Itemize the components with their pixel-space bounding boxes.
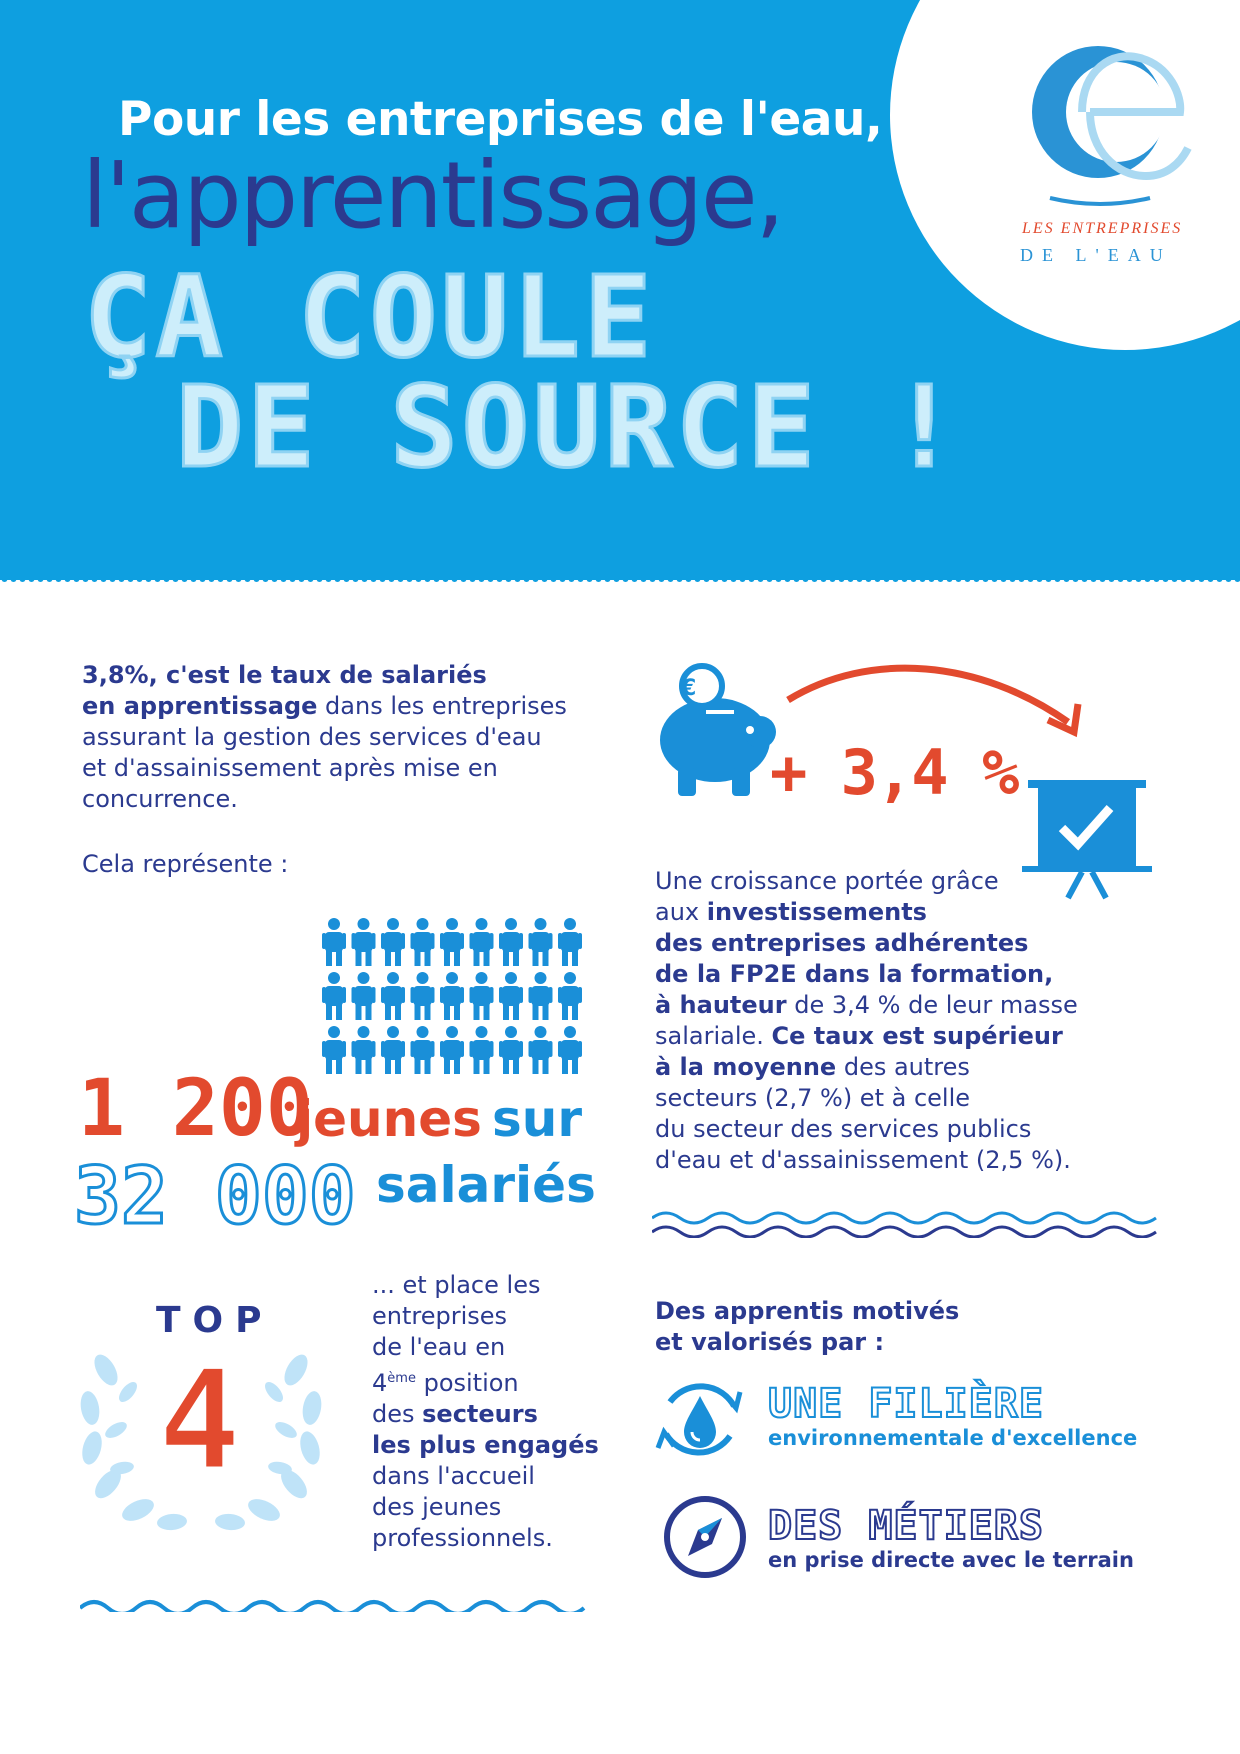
item1-title: UNE FILIÈRE	[768, 1381, 1044, 1427]
person-icon	[352, 918, 376, 966]
person-icon	[529, 972, 553, 1020]
person-icon	[352, 1026, 376, 1074]
top-text1: ... et place les	[372, 1271, 541, 1299]
logo-name-bottom: DE L'EAU	[1020, 245, 1172, 265]
top-text2: entreprises	[372, 1302, 508, 1330]
top-label: TOP	[156, 1300, 274, 1341]
growth-l3-bold: des entreprises adhérentes	[655, 929, 1029, 957]
growth-l7-rest: des autres	[836, 1053, 970, 1081]
growth-l6-bold: Ce taux est supérieur	[771, 1022, 1063, 1050]
headline-line3b: DE SOURCE !	[176, 363, 962, 493]
intro-text3: et d'assainissement après mise en	[82, 754, 498, 782]
person-icon	[529, 918, 553, 966]
top-text4-sup: ème	[387, 1371, 416, 1386]
growth-paragraph	[655, 866, 1175, 1176]
growth-l4-bold: de la FP2E dans la formation,	[655, 960, 1054, 988]
euro-symbol: €	[681, 676, 697, 701]
top-text3: de l'eau en	[372, 1333, 506, 1361]
top-text6-bold: les plus engagés	[372, 1431, 599, 1459]
top-text4-num: 4	[372, 1369, 388, 1397]
people-icons-grid	[322, 916, 588, 1076]
person-icon	[470, 1026, 494, 1074]
top-text5-bold: secteurs	[422, 1400, 538, 1428]
logo-name-top: LES ENTREPRISES	[1022, 220, 1183, 237]
growth-value: + 3,4 %	[770, 736, 1018, 809]
water-drop-cycle-icon	[652, 1372, 748, 1468]
growth-l6-pre: salariale.	[655, 1022, 772, 1050]
headline-line2: l'apprentissage,	[82, 142, 783, 249]
top-number: 4	[158, 1340, 242, 1501]
person-icon	[411, 972, 435, 1020]
compass-icon	[662, 1494, 748, 1580]
item1-sub: environnementale d'excellence	[768, 1426, 1138, 1450]
growth-l5-bold: à hauteur	[655, 991, 787, 1019]
person-icon	[352, 972, 376, 1020]
growth-l10: d'eau et d'assainissement (2,5 %).	[655, 1146, 1071, 1174]
person-icon	[499, 1026, 523, 1074]
growth-l7-bold: à la moyenne	[655, 1053, 837, 1081]
headline-line3a: ÇA COULE	[84, 253, 656, 383]
intro-text1: dans les entreprises	[317, 692, 567, 720]
item2-title: DES MÉTIERS	[768, 1503, 1044, 1549]
top-description	[372, 1270, 602, 1554]
motivated-title2: et valorisés par :	[655, 1328, 885, 1356]
intro-bold2: en apprentissage	[82, 692, 318, 720]
person-icon	[381, 918, 405, 966]
person-icon	[322, 972, 346, 1020]
person-icon	[411, 918, 435, 966]
person-icon	[322, 918, 346, 966]
stat-number-32000: 32 000	[74, 1152, 356, 1242]
growth-l2-pre: aux	[655, 898, 707, 926]
stat-word-salaries: salariés	[376, 1156, 596, 1214]
person-icon	[529, 1026, 553, 1074]
person-icon	[499, 972, 523, 1020]
growth-l5-rest: de 3,4 % de leur masse	[786, 991, 1078, 1019]
growth-l2-bold: investissements	[706, 898, 927, 926]
top-text9: professionnels.	[372, 1524, 553, 1552]
stat-number-1200: 1 200	[78, 1064, 313, 1154]
growth-l8: secteurs (2,7 %) et à celle	[655, 1084, 971, 1112]
dotted-divider	[0, 572, 1240, 586]
person-icon	[440, 918, 464, 966]
top-text4-rest: position	[415, 1369, 519, 1397]
motivated-title	[655, 1296, 959, 1358]
stat-word-sur: sur	[492, 1090, 583, 1148]
person-icon	[411, 1026, 435, 1074]
person-icon	[558, 972, 582, 1020]
intro-paragraph	[82, 660, 602, 815]
person-icon	[558, 918, 582, 966]
top-text7: dans l'accueil	[372, 1462, 535, 1490]
person-icon	[440, 1026, 464, 1074]
growth-l9: du secteur des services publics	[655, 1115, 1032, 1143]
intro-bold1: 3,8%, c'est le taux de salariés	[82, 661, 487, 689]
represents-text: Cela représente :	[82, 850, 289, 878]
person-icon	[499, 918, 523, 966]
person-icon	[381, 972, 405, 1020]
header-banner	[0, 0, 1240, 580]
person-icon	[470, 918, 494, 966]
motivated-title1: Des apprentis motivés	[655, 1297, 960, 1325]
intro-text4: concurrence.	[82, 785, 238, 813]
person-icon	[381, 1026, 405, 1074]
item2-sub: en prise directe avec le terrain	[768, 1548, 1134, 1572]
person-icon	[440, 972, 464, 1020]
person-icon	[558, 1026, 582, 1074]
piggy-bank-icon	[660, 666, 776, 796]
top-text8: des jeunes	[372, 1493, 502, 1521]
wave-divider-right	[652, 1208, 1164, 1238]
headline-line1: Pour les entreprises de l'eau,	[118, 92, 883, 147]
top-text5-pre: des	[372, 1400, 423, 1428]
person-icon	[470, 972, 494, 1020]
stat-word-jeunes: jeunes	[296, 1090, 482, 1148]
logo-ce-icon	[1020, 30, 1210, 210]
growth-l1: Une croissance portée grâce	[655, 867, 999, 895]
wave-divider-left	[80, 1596, 590, 1612]
person-icon	[322, 1026, 346, 1074]
intro-text2: assurant la gestion des services d'eau	[82, 723, 542, 751]
